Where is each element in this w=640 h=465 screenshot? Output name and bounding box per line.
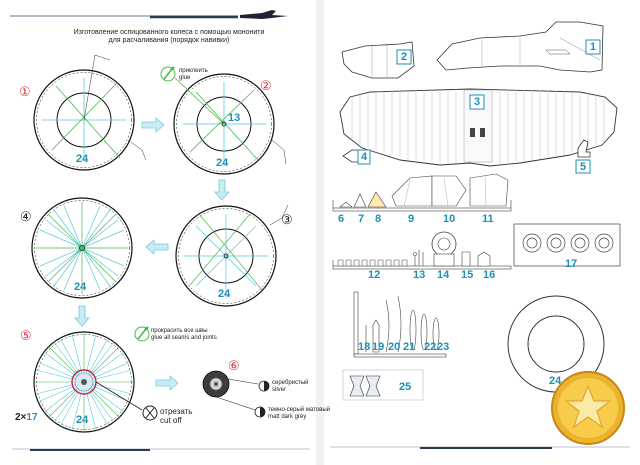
seams-note-en: glue all seams and joints [151, 335, 217, 341]
part-number-24: 24 [549, 375, 562, 387]
glue-brush-icon [161, 67, 175, 81]
seams-note [151, 328, 217, 342]
wheel-step1 [34, 55, 146, 170]
silver-label [272, 380, 308, 394]
grey-label-en: matt dark grey [268, 414, 307, 420]
arrow-down-icon [215, 180, 229, 200]
silver-paint-icon [259, 381, 269, 391]
part-number-2: 2 [401, 51, 408, 63]
part-number-20: 20 [388, 341, 401, 353]
part-number-5: 5 [580, 161, 587, 173]
part-number-11: 11 [482, 213, 494, 225]
wheel-step3 [176, 205, 288, 306]
step-number-2: ② [260, 79, 272, 94]
part-number-17: 17 [565, 258, 578, 270]
part-number-12: 12 [368, 269, 381, 281]
star-badge-icon [552, 372, 624, 444]
sprue-parts-6-11 [333, 174, 511, 211]
quantity-label [15, 412, 38, 423]
instructions-title-ru [54, 29, 284, 45]
wheel-label-24-s4: 24 [74, 281, 87, 293]
grey-label [268, 407, 330, 421]
wheel-label-24-s2: 24 [216, 157, 229, 169]
step-number-4: ④ [20, 210, 32, 225]
step-number-6: ⑥ [228, 359, 240, 374]
part-number-10: 10 [443, 213, 456, 225]
part-number-8: 8 [375, 213, 382, 225]
page-gutter [316, 0, 324, 465]
title-line-2: для расчаливания (порядок навивки) [108, 37, 230, 44]
part-number-21: 21 [403, 341, 416, 353]
silver-label-en: silver [272, 387, 287, 393]
cut-off-en: cut off [160, 416, 182, 425]
step-number-3: ③ [281, 213, 293, 228]
wheel-label-24-s5: 24 [76, 414, 89, 426]
grey-label-ru: темно-серый матовый [268, 407, 330, 413]
grey-paint-icon [255, 407, 265, 417]
part-number-13: 13 [413, 269, 426, 281]
arrow-left-icon [146, 240, 168, 254]
arrow-right-icon [142, 118, 164, 132]
part-number-14: 14 [437, 269, 450, 281]
sprue-parts-12-16 [333, 232, 511, 269]
arrow-down-icon-2 [75, 306, 89, 326]
part-number-9: 9 [408, 213, 415, 225]
wheel-label-24-s1: 24 [76, 153, 89, 165]
part-number-22: 22 [424, 341, 437, 353]
cut-off-ru: отрезать [160, 407, 193, 416]
wheel-painted [203, 371, 229, 397]
step-number-5: ⑤ [20, 329, 32, 344]
silver-label-ru: серебристый [272, 380, 309, 386]
quantity-multiplier: 2× [15, 412, 27, 423]
glue-label-ru: приклеить [179, 68, 208, 74]
cut-off-note [160, 407, 192, 425]
part-number-4: 4 [361, 151, 368, 163]
glue-label [179, 68, 208, 82]
glue-brush-icon-2 [135, 327, 149, 341]
footer-rule-left [12, 449, 310, 450]
footer-rule-right [330, 447, 630, 448]
part-number-7: 7 [358, 213, 365, 225]
part-number-1: 1 [590, 41, 597, 53]
wheel-label-24-s3: 24 [218, 288, 231, 300]
arrow-right-icon-2 [156, 376, 178, 390]
scissors-icon [143, 406, 157, 420]
part-number-6: 6 [338, 213, 345, 225]
part-number-23: 23 [437, 341, 450, 353]
quantity-part-17: 17 [26, 412, 38, 423]
plane-silhouette-icon [240, 10, 288, 19]
part-number-25: 25 [399, 381, 412, 393]
glue-label-en: glue [179, 75, 191, 81]
part-number-15: 15 [461, 269, 474, 281]
header-rule-left [10, 16, 238, 17]
part-number-3: 3 [474, 96, 481, 108]
part-number-18: 18 [358, 341, 371, 353]
seams-note-ru: прокрасить все швы [151, 328, 208, 334]
step-number-1: ① [19, 85, 31, 100]
part-number-19: 19 [372, 341, 385, 353]
part-1-shape [437, 22, 603, 72]
part-number-16: 16 [483, 269, 496, 281]
part-label-13: 13 [228, 112, 241, 124]
title-line-1: Изготовление оспицованного колеса с помощью мононити [73, 29, 265, 36]
